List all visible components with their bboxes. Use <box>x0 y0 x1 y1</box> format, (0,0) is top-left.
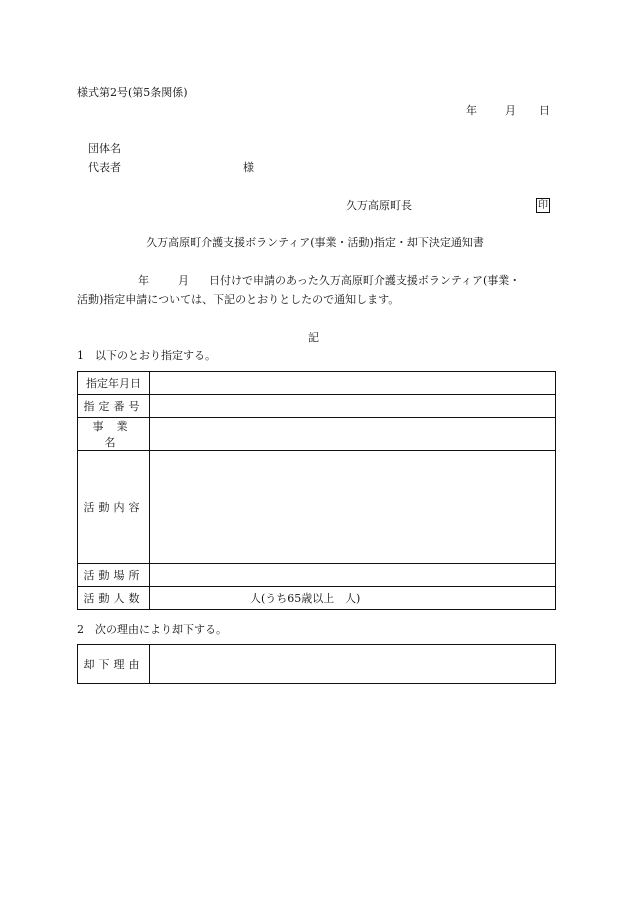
designation-table <box>77 371 556 610</box>
row-label-rejection-reason: 却下理由 <box>78 645 150 684</box>
ki-heading: 記 <box>308 331 319 344</box>
table-row <box>78 372 556 395</box>
representative-label: 代表者 <box>88 161 121 174</box>
designation-number-value[interactable] <box>150 395 556 418</box>
issuer-title: 久万高原町長 <box>346 199 412 212</box>
rejection-reason-value[interactable] <box>150 645 556 684</box>
rejection-table <box>77 644 556 684</box>
activity-content-value[interactable] <box>150 451 556 564</box>
row-label-activity-content: 活動内容 <box>78 451 150 564</box>
designation-date-value[interactable] <box>150 372 556 395</box>
participant-count-label: 人(うち65歳以上 <box>250 592 335 605</box>
document-title: 久万高原町介護支援ボランティア(事業・活動)指定・却下決定通知書 <box>146 236 484 249</box>
row-label-designation-number: 指定番号 <box>78 395 150 418</box>
row-label-project-name: 事業名 <box>78 418 150 451</box>
section1-heading: 1 以下のとおり指定する。 <box>77 349 216 362</box>
row-label-participant-count: 活動人数 <box>78 587 150 610</box>
body-year-label: 年 <box>138 274 149 287</box>
body-text-line2: 活動)指定申請については、下記のとおりとしたので通知します。 <box>77 293 400 306</box>
org-name-label: 団体名 <box>88 142 121 155</box>
table-row <box>78 645 556 684</box>
form-number: 様式第2号(第5条関係) <box>77 86 188 99</box>
section2-heading: 2 次の理由により却下する。 <box>77 623 227 636</box>
date-day-label: 日 <box>539 104 550 117</box>
honorific: 様 <box>243 161 254 174</box>
row-label-designation-date: 指定年月日 <box>78 372 150 395</box>
body-text-line1: 日付けで申請のあった久万高原町介護支援ボランティア(事業・ <box>209 274 521 287</box>
table-row <box>78 564 556 587</box>
table-row <box>78 451 556 564</box>
table-row <box>78 418 556 451</box>
participant-count-close: 人) <box>345 592 361 605</box>
participant-count-cell[interactable] <box>150 587 556 610</box>
project-name-value[interactable] <box>150 418 556 451</box>
date-month-label: 月 <box>505 104 516 117</box>
body-month-label: 月 <box>178 274 189 287</box>
seal-mark <box>536 198 550 213</box>
table-row <box>78 587 556 610</box>
seal-stamp: 印 <box>538 200 548 211</box>
activity-location-value[interactable] <box>150 564 556 587</box>
row-label-activity-location: 活動場所 <box>78 564 150 587</box>
date-year-label: 年 <box>466 104 477 117</box>
table-row <box>78 395 556 418</box>
